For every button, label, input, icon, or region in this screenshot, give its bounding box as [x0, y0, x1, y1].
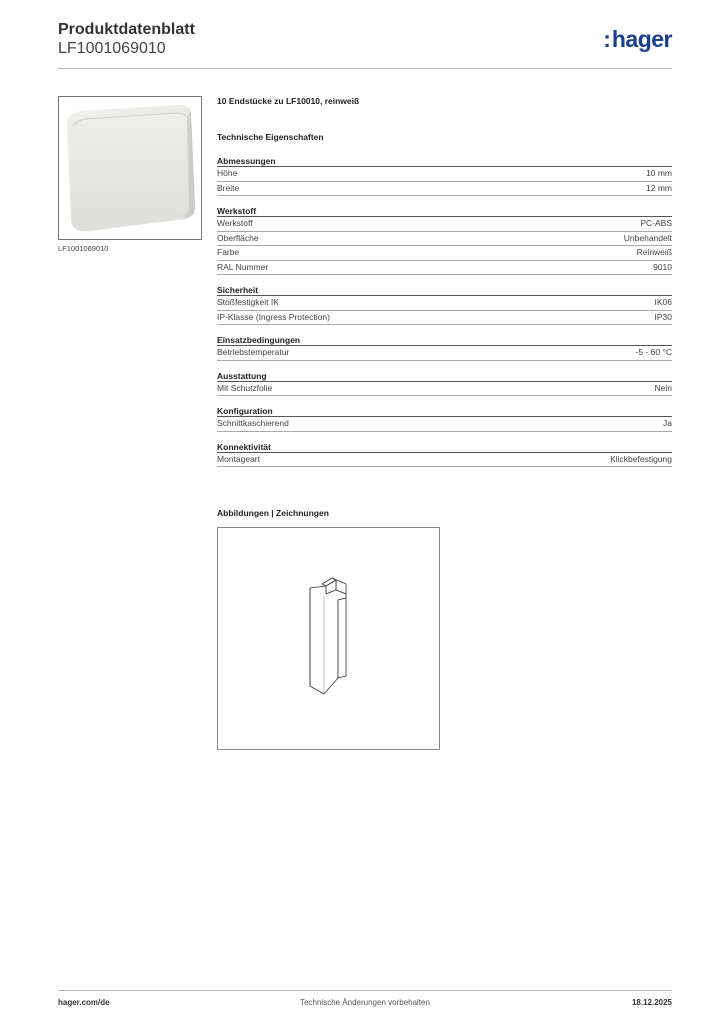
- footer-divider: [58, 990, 672, 991]
- hager-logo[interactable]: [603, 26, 672, 53]
- spec-value: Klickbefestigung: [610, 453, 672, 464]
- footer-website-link[interactable]: hager.com/de: [58, 998, 110, 1007]
- section-werkstoff: [217, 206, 672, 275]
- spec-value: 10 mm: [646, 168, 672, 178]
- page-title: Produktdatenblatt: [58, 21, 195, 38]
- product-details: [217, 96, 672, 467]
- section-heading: Einsatzbedingungen: [217, 335, 672, 346]
- section-heading: Konfiguration: [217, 406, 672, 417]
- spec-value: Unbehandelt: [623, 232, 672, 243]
- section-ausstattung: [217, 371, 672, 397]
- spec-value: Reinweiß: [636, 247, 672, 257]
- spec-row: [217, 246, 672, 261]
- footer-date: 18.12.2025: [631, 998, 672, 1007]
- logo-dots: :: [603, 26, 611, 52]
- spec-value: 12 mm: [646, 182, 672, 193]
- product-number: LF1001069010: [58, 40, 166, 57]
- spec-value: -5 - 60 °C: [635, 347, 672, 357]
- spec-label: Höhe: [217, 168, 238, 178]
- spec-label: Schnittkaschierend: [217, 418, 289, 428]
- section-heading: Werkstoff: [217, 206, 672, 217]
- spec-label: Farbe: [217, 247, 240, 257]
- logo-text: hager: [611, 26, 672, 52]
- tech-properties-heading: Technische Eigenschaften: [217, 132, 324, 142]
- product-photo: [58, 96, 202, 240]
- spec-row: [217, 417, 672, 432]
- spec-value: Ja: [663, 418, 672, 428]
- spec-label: Werkstoff: [217, 218, 253, 228]
- spec-label: Montageart: [217, 453, 260, 464]
- header-divider: [58, 68, 672, 69]
- photo-caption: LF1001069010: [58, 244, 109, 253]
- spec-label: Stoßfestigkeit IK: [217, 297, 279, 307]
- spec-label: RAL Nummer: [217, 261, 269, 272]
- page-header: [58, 20, 672, 68]
- figures-heading: Abbildungen | Zeichnungen: [217, 508, 329, 518]
- section-heading: Abmessungen: [217, 156, 672, 167]
- spec-label: Betriebstemperatur: [217, 347, 290, 357]
- spec-label: IP-Klasse (Ingress Protection): [217, 311, 330, 322]
- section-abmessungen: [217, 156, 672, 196]
- technical-drawing: [217, 527, 440, 750]
- section-einsatzbedingungen: [217, 335, 672, 361]
- spec-row: [217, 261, 672, 276]
- spec-row: [217, 167, 672, 182]
- product-photo-image: [59, 97, 202, 240]
- section-heading: Ausstattung: [217, 371, 672, 382]
- spec-value: Nein: [654, 382, 672, 393]
- spec-value: PC-ABS: [640, 218, 672, 228]
- section-konnektivitaet: [217, 442, 672, 468]
- section-konfiguration: [217, 406, 672, 432]
- spec-row: [217, 182, 672, 197]
- spec-value: 9010: [653, 261, 672, 272]
- spec-row: [217, 382, 672, 397]
- spec-row: [217, 296, 672, 311]
- product-title: 10 Endstücke zu LF10010, reinweiß: [217, 96, 360, 106]
- end-cap-drawing: [218, 528, 439, 749]
- spec-row: [217, 453, 672, 468]
- section-heading: Sicherheit: [217, 285, 672, 296]
- spec-label: Mit Schutzfolie: [217, 382, 273, 393]
- section-sicherheit: [217, 285, 672, 325]
- spec-row: [217, 346, 672, 361]
- spec-label: Oberfläche: [217, 232, 259, 243]
- spec-label: Breite: [217, 182, 240, 193]
- spec-row: [217, 232, 672, 247]
- spec-row: [217, 217, 672, 232]
- spec-value: IP30: [654, 311, 672, 322]
- spec-row: [217, 311, 672, 326]
- section-heading: Konnektivität: [217, 442, 672, 453]
- spec-value: IK06: [654, 297, 672, 307]
- footer-disclaimer: Technische Änderungen vorbehalten: [300, 998, 430, 1007]
